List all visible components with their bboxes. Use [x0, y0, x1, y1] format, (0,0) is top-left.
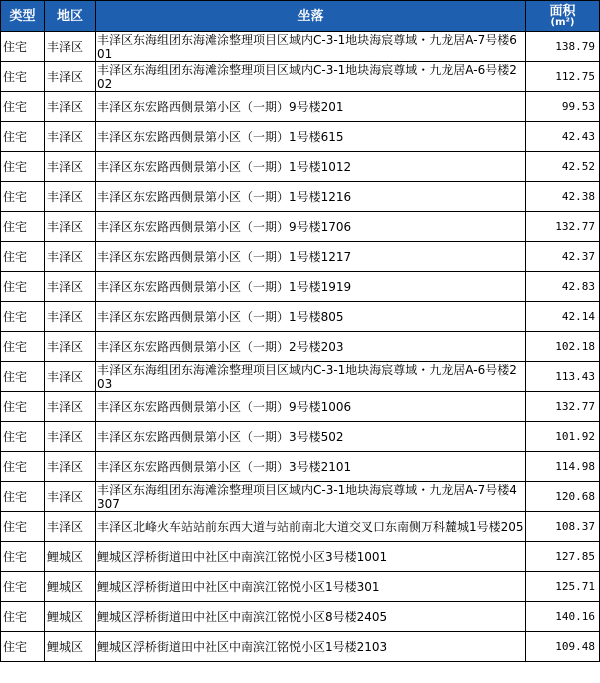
cell-area: 120.68 [526, 482, 600, 512]
table-row [1, 122, 600, 152]
cell-location: 丰泽区东宏路西侧景第小区（一期）2号楼203 [96, 332, 526, 362]
cell-type: 住宅 [1, 272, 45, 302]
cell-type: 住宅 [1, 632, 45, 662]
cell-location: 丰泽区东宏路西侧景第小区（一期）9号楼201 [96, 92, 526, 122]
cell-type: 住宅 [1, 32, 45, 62]
table-row [1, 572, 600, 602]
table-row [1, 242, 600, 272]
cell-location: 丰泽区东宏路西侧景第小区（一期）9号楼1006 [96, 392, 526, 422]
cell-location: 丰泽区东宏路西侧景第小区（一期）1号楼615 [96, 122, 526, 152]
cell-type: 住宅 [1, 482, 45, 512]
cell-type: 住宅 [1, 332, 45, 362]
table-row [1, 182, 600, 212]
cell-area: 138.79 [526, 32, 600, 62]
cell-area: 42.43 [526, 122, 600, 152]
table-row [1, 512, 600, 542]
table-row [1, 422, 600, 452]
cell-type: 住宅 [1, 542, 45, 572]
cell-type: 住宅 [1, 362, 45, 392]
cell-type: 住宅 [1, 152, 45, 182]
cell-location: 丰泽区东宏路西侧景第小区（一期）1号楼1012 [96, 152, 526, 182]
cell-type: 住宅 [1, 422, 45, 452]
cell-location: 丰泽区东宏路西侧景第小区（一期）1号楼1919 [96, 272, 526, 302]
table-row [1, 212, 600, 242]
table-row [1, 32, 600, 62]
cell-location: 丰泽区东宏路西侧景第小区（一期）3号楼502 [96, 422, 526, 452]
cell-area: 102.18 [526, 332, 600, 362]
cell-type: 住宅 [1, 572, 45, 602]
cell-region: 丰泽区 [45, 482, 96, 512]
cell-location: 鲤城区浮桥街道田中社区中南滨江铭悦小区1号楼301 [96, 572, 526, 602]
cell-area: 114.98 [526, 452, 600, 482]
header-type: 类型 [1, 1, 45, 32]
cell-area: 42.14 [526, 302, 600, 332]
cell-region: 丰泽区 [45, 272, 96, 302]
cell-type: 住宅 [1, 242, 45, 272]
table-row [1, 392, 600, 422]
table-row [1, 482, 600, 512]
cell-region: 丰泽区 [45, 392, 96, 422]
cell-type: 住宅 [1, 602, 45, 632]
cell-location: 丰泽区东海组团东海滩涂整理项目区域内C-3-1地块海宸尊域・九龙居A-7号楼4307 [96, 482, 526, 512]
cell-type: 住宅 [1, 392, 45, 422]
cell-location: 丰泽区东宏路西侧景第小区（一期）1号楼1217 [96, 242, 526, 272]
cell-area: 113.43 [526, 362, 600, 392]
cell-type: 住宅 [1, 122, 45, 152]
cell-region: 丰泽区 [45, 302, 96, 332]
table-row [1, 152, 600, 182]
cell-region: 丰泽区 [45, 212, 96, 242]
cell-location: 丰泽区东宏路西侧景第小区（一期）1号楼805 [96, 302, 526, 332]
cell-region: 鲤城区 [45, 602, 96, 632]
cell-region: 丰泽区 [45, 122, 96, 152]
table-row [1, 362, 600, 392]
cell-type: 住宅 [1, 62, 45, 92]
cell-region: 丰泽区 [45, 182, 96, 212]
cell-location: 鲤城区浮桥街道田中社区中南滨江铭悦小区3号楼1001 [96, 542, 526, 572]
table-row [1, 272, 600, 302]
header-area-unit: (m²) [550, 16, 575, 28]
table-row [1, 62, 600, 92]
cell-region: 丰泽区 [45, 512, 96, 542]
cell-type: 住宅 [1, 302, 45, 332]
cell-location: 丰泽区东海组团东海滩涂整理项目区域内C-3-1地块海宸尊域・九龙居A-6号楼202 [96, 62, 526, 92]
table-row [1, 542, 600, 572]
cell-location: 丰泽区东宏路西侧景第小区（一期）9号楼1706 [96, 212, 526, 242]
cell-area: 42.52 [526, 152, 600, 182]
cell-area: 127.85 [526, 542, 600, 572]
cell-area: 108.37 [526, 512, 600, 542]
cell-type: 住宅 [1, 182, 45, 212]
cell-location: 丰泽区东海组团东海滩涂整理项目区域内C-3-1地块海宸尊域・九龙居A-7号楼601 [96, 32, 526, 62]
cell-region: 鲤城区 [45, 542, 96, 572]
cell-area: 140.16 [526, 602, 600, 632]
cell-area: 132.77 [526, 212, 600, 242]
table-row [1, 452, 600, 482]
header-location: 坐落 [96, 1, 526, 32]
table-row [1, 602, 600, 632]
table-header-row [1, 1, 600, 32]
cell-area: 42.38 [526, 182, 600, 212]
header-area-label: 面积 [549, 3, 576, 19]
cell-location: 鲤城区浮桥街道田中社区中南滨江铭悦小区1号楼2103 [96, 632, 526, 662]
cell-location: 丰泽区东宏路西侧景第小区（一期）1号楼1216 [96, 182, 526, 212]
cell-area: 99.53 [526, 92, 600, 122]
table-row [1, 92, 600, 122]
header-region: 地区 [45, 1, 96, 32]
cell-area: 101.92 [526, 422, 600, 452]
cell-area: 42.83 [526, 272, 600, 302]
cell-region: 丰泽区 [45, 242, 96, 272]
cell-region: 丰泽区 [45, 62, 96, 92]
cell-region: 丰泽区 [45, 422, 96, 452]
cell-area: 132.77 [526, 392, 600, 422]
cell-area: 109.48 [526, 632, 600, 662]
cell-region: 丰泽区 [45, 332, 96, 362]
cell-area: 42.37 [526, 242, 600, 272]
cell-region: 丰泽区 [45, 92, 96, 122]
cell-region: 鲤城区 [45, 632, 96, 662]
cell-region: 鲤城区 [45, 572, 96, 602]
cell-location: 丰泽区东宏路西侧景第小区（一期）3号楼2101 [96, 452, 526, 482]
header-area [526, 1, 600, 32]
cell-region: 丰泽区 [45, 362, 96, 392]
cell-type: 住宅 [1, 92, 45, 122]
cell-region: 丰泽区 [45, 452, 96, 482]
cell-area: 112.75 [526, 62, 600, 92]
cell-location: 丰泽区北峰火车站站前东西大道与站前南北大道交叉口东南侧万科麓城1号楼205 [96, 512, 526, 542]
cell-location: 鲤城区浮桥街道田中社区中南滨江铭悦小区8号楼2405 [96, 602, 526, 632]
cell-location: 丰泽区东海组团东海滩涂整理项目区域内C-3-1地块海宸尊域・九龙居A-6号楼203 [96, 362, 526, 392]
cell-region: 丰泽区 [45, 32, 96, 62]
cell-region: 丰泽区 [45, 152, 96, 182]
cell-area: 125.71 [526, 572, 600, 602]
cell-type: 住宅 [1, 452, 45, 482]
cell-type: 住宅 [1, 512, 45, 542]
table-row [1, 632, 600, 662]
cell-type: 住宅 [1, 212, 45, 242]
table-row [1, 332, 600, 362]
table-row [1, 302, 600, 332]
